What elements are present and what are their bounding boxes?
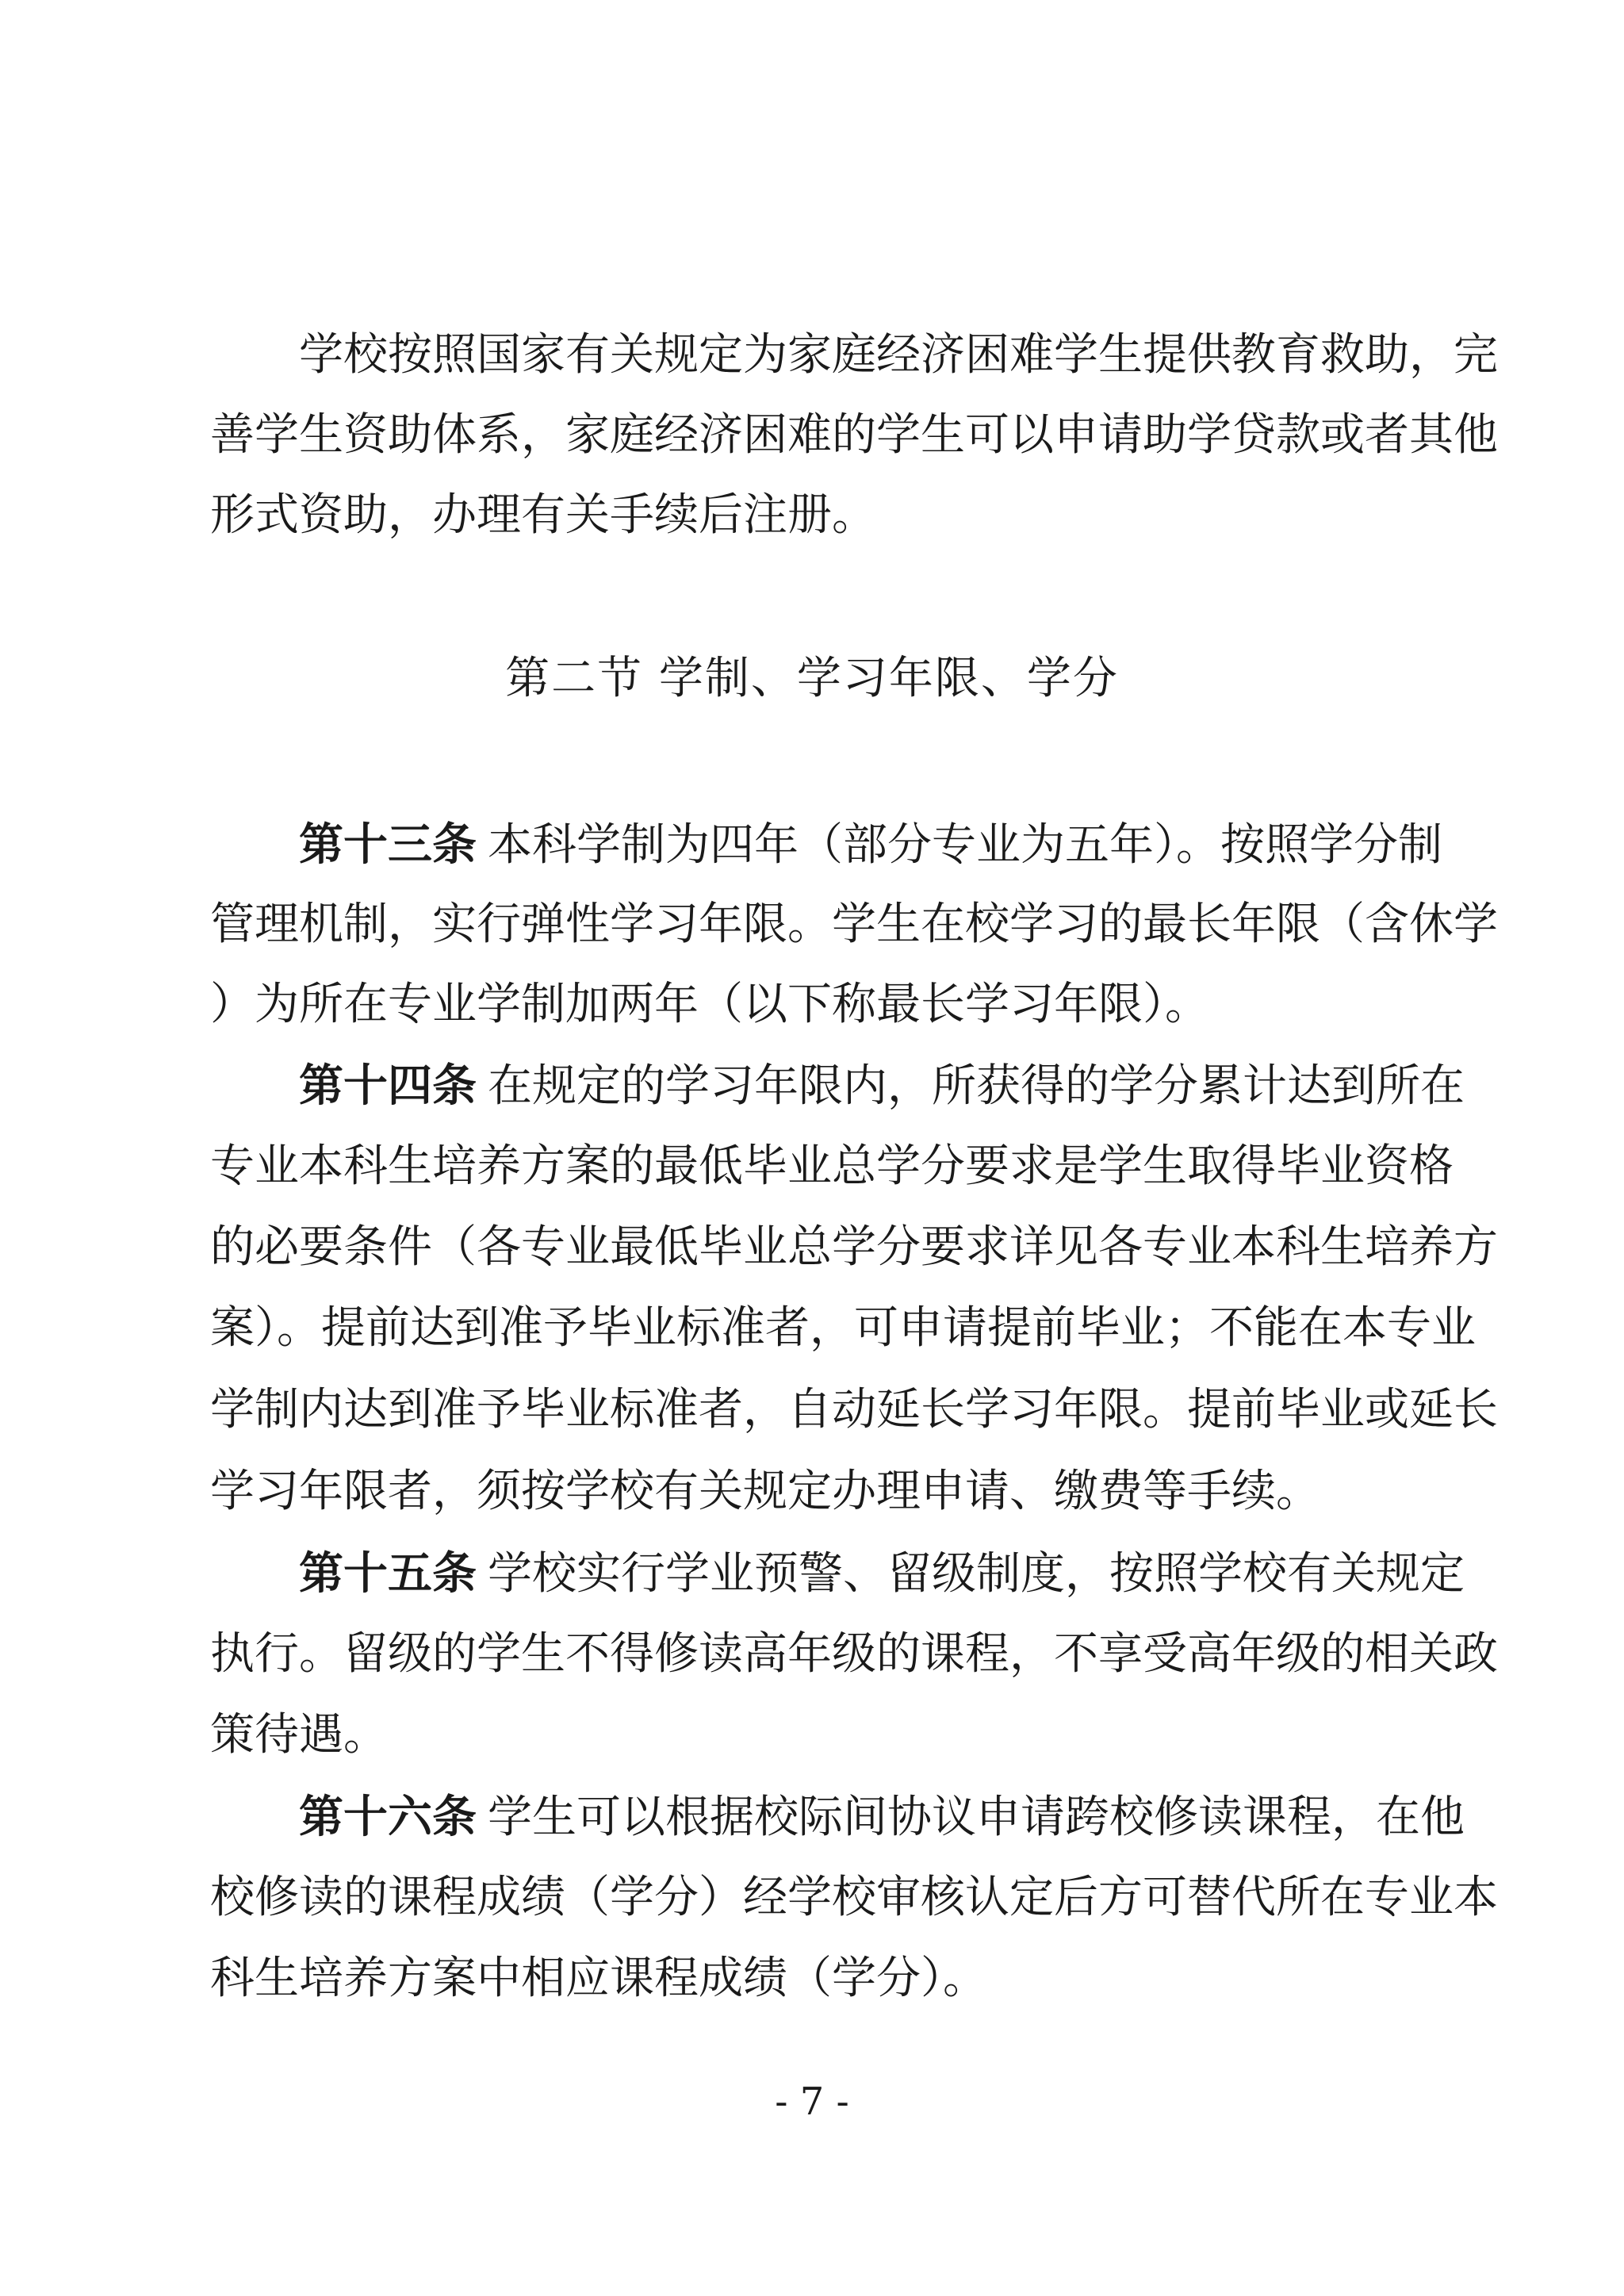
article-label: 第十四条	[299, 1060, 477, 1112]
text-line	[210, 1546, 1465, 1601]
text-line: 校修读的课程成绩（学分）经学校审核认定后方可替代所在专业本	[210, 1872, 1498, 1923]
article-text: 在规定的学习年限内，所获得的学分累计达到所在	[488, 1060, 1465, 1112]
text-line: 案）。提前达到准予毕业标准者，可申请提前毕业；不能在本专业	[210, 1302, 1476, 1354]
text-line: 策待遇。	[210, 1709, 388, 1761]
article-text: 学校实行学业预警、留级制度，按照学校有关规定	[488, 1548, 1465, 1600]
text-line: 执行。留级的学生不得修读高年级的课程，不享受高年级的相关政	[210, 1628, 1498, 1680]
text-line: 形式资助，办理有关手续后注册。	[210, 489, 876, 541]
text-line: 学校按照国家有关规定为家庭经济困难学生提供教育救助，完	[299, 329, 1498, 381]
text-line: 专业本科生培养方案的最低毕业总学分要求是学生取得毕业资格	[210, 1140, 1454, 1192]
text-line	[210, 1789, 1465, 1845]
article-label: 第十三条	[299, 818, 477, 871]
text-line: 学习年限者，须按学校有关规定办理申请、缴费等手续。	[210, 1466, 1320, 1517]
article-text: 学生可以根据校际间协议申请跨校修读课程，在他	[488, 1792, 1465, 1843]
article-label: 第十五条	[299, 1547, 477, 1600]
article-label: 第十六条	[299, 1791, 477, 1843]
page-number: - 7 -	[775, 2079, 849, 2124]
text-line: 学制内达到准予毕业标准者，自动延长学习年限。提前毕业或延长	[210, 1384, 1498, 1435]
text-line: 的必要条件（各专业最低毕业总学分要求详见各专业本科生培养方	[210, 1221, 1498, 1273]
text-line: 管理机制，实行弹性学习年限。学生在校学习的最长年限（含休学	[210, 899, 1498, 950]
text-line: 科生培养方案中相应课程成绩（学分）。	[210, 1953, 987, 2004]
text-line	[210, 817, 1442, 872]
text-line: 善学生资助体系，家庭经济困难的学生可以申请助学贷款或者其他	[210, 409, 1498, 461]
text-line: ）为所在专业学制加两年（以下称最长学习年限）。	[210, 979, 1209, 1030]
section-heading: 第二节 学制、学习年限、学分	[505, 653, 1119, 704]
article-text: 本科学制为四年（部分专业为五年）。按照学分制	[488, 819, 1442, 871]
text-line	[210, 1058, 1465, 1114]
